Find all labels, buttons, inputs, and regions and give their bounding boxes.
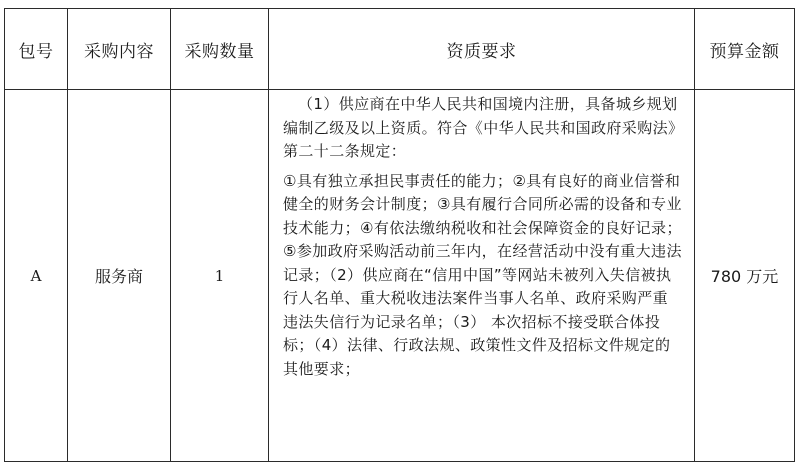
table-row xyxy=(5,90,795,462)
procurement-table xyxy=(4,8,795,462)
cell-procurement-quantity: 1 xyxy=(171,90,269,462)
header-procurement-content: 采购内容 xyxy=(68,9,171,90)
header-qualification-requirements: 资质要求 xyxy=(269,9,695,90)
procurement-table-container xyxy=(4,8,795,462)
cell-qualification-requirements xyxy=(269,90,695,462)
qualification-paragraph-2: ①具有独立承担民事责任的能力；②具有良好的商业信誉和健全的财务会计制度；③具有履行合同所必需的设备和专业技术能力；④有依法缴纳税收和社会保障资金的良好记录；⑤参加政府采购活动前三年内，在经营活动中没有重大违法记录；（2）供应商在“信用中国”等网站未被列入失信被执行人名单、重大税收违法案件当事人名单、政府采购严重违法失信行为记录名单；（3） 本次招标不接受联合体投标；（4）法律、行政法规、政策性文件及招标文件规定的其他要求； xyxy=(283,171,682,378)
header-package-number: 包号 xyxy=(5,9,68,90)
header-row xyxy=(5,9,795,90)
qualification-paragraph-1: （1）供应商在中华人民共和国境内注册，具备城乡规划编制乙级及以上资质。符合《中华人民共和国政府采购法》第二十二条规定： xyxy=(283,95,678,160)
header-budget-amount: 预算金额 xyxy=(695,9,795,90)
cell-procurement-content: 服务商 xyxy=(68,90,171,462)
cell-budget-amount: 780 万元 xyxy=(695,90,795,462)
header-procurement-quantity: 采购数量 xyxy=(171,9,269,90)
cell-package-number: A xyxy=(5,90,68,462)
